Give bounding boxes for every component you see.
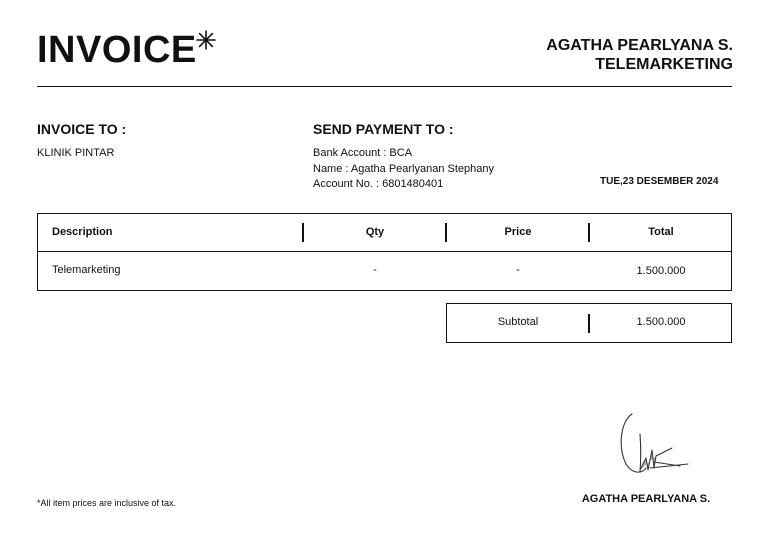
company-name: AGATHA PEARLYANA S. (546, 37, 733, 54)
sparkle-icon (196, 30, 216, 50)
column-header-total: Total (648, 226, 674, 238)
items-table (37, 213, 732, 291)
account-name: Name : Agatha Pearlyanan Stephany (313, 162, 495, 175)
column-header-price: Price (504, 226, 532, 238)
invoice-date: TUE,23 DESEMBER 2024 (600, 176, 719, 187)
table-header-divider (37, 251, 731, 252)
payment-details (313, 146, 494, 193)
send-payment-heading: SEND PAYMENT TO : (313, 121, 454, 137)
invoice-to-heading: INVOICE TO : (37, 121, 127, 137)
column-header-description: Description (52, 226, 113, 238)
row-total: 1.500.000 (636, 265, 686, 277)
account-number: Account No. : 6801480401 (313, 178, 444, 190)
row-price: - (516, 264, 520, 276)
column-header-qty: Qty (365, 226, 385, 238)
signature-image (610, 408, 696, 480)
client-name: KLINIK PINTAR (37, 147, 115, 159)
company-service: TELEMARKETING (595, 56, 733, 73)
invoice-title: INVOICE (37, 29, 197, 71)
header-divider (37, 86, 732, 87)
tax-note: *All item prices are inclusive of tax. (37, 498, 177, 508)
bank-account: Bank Account : BCA (313, 147, 413, 159)
company-block (546, 36, 733, 74)
row-qty: - (373, 264, 377, 276)
row-description: Telemarketing (52, 264, 121, 276)
subtotal-label: Subtotal (497, 316, 539, 328)
subtotal-value: 1.500.000 (636, 316, 686, 328)
signer-name: AGATHA PEARLYANA S. (581, 493, 711, 505)
